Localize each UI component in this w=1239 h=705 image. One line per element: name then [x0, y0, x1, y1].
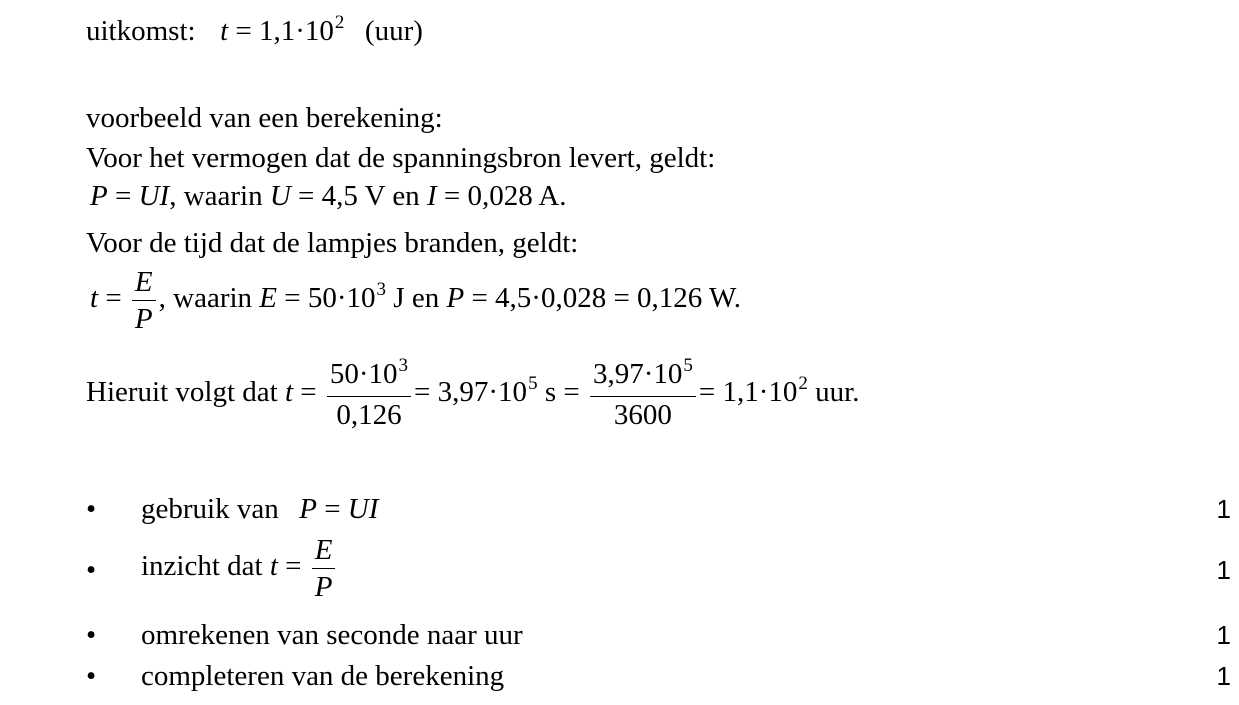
energy-value: 50·10 — [307, 282, 376, 315]
fraction-denominator: P — [134, 303, 153, 335]
result-label: uitkomst: — [86, 15, 196, 47]
scoring-item: • gebruik van P = UI 1 — [86, 493, 1231, 525]
power-value: 4,5·0,028 = 0,126 W. — [495, 282, 741, 315]
scoring-fraction — [312, 532, 336, 605]
fraction-1-exponent: 3 — [398, 355, 409, 376]
scoring-item-text: gebruik van — [141, 493, 279, 525]
scoring-item-text: completeren van de berekening — [141, 660, 505, 692]
scoring-formula-rhs: UI — [347, 493, 379, 525]
current-value: 0,028 A. — [467, 180, 567, 212]
fraction-2-numerator: 3,97·10 — [592, 358, 683, 390]
result-value: 1,1·10 — [259, 15, 334, 47]
conclusion-lhs: t — [284, 376, 293, 409]
fraction-2-exponent: 5 — [683, 355, 693, 376]
final-exponent: 2 — [798, 373, 808, 395]
scoring-formula-lhs: P — [299, 493, 317, 525]
result-exponent: 2 — [334, 12, 345, 33]
time-lhs: t — [90, 282, 99, 315]
fraction-1-denominator: 0,126 — [336, 399, 402, 431]
scoring-formula-lhs: t — [269, 550, 278, 583]
seconds-exponent: 5 — [528, 373, 538, 395]
final-value: 1,1·10 — [722, 376, 798, 409]
fraction-numerator: E — [134, 266, 153, 298]
scoring-item-text: inzicht dat — [141, 550, 263, 583]
energy-unit: J en — [393, 282, 440, 315]
scoring-points: 1 — [1216, 661, 1231, 691]
scoring-points: 1 — [1216, 620, 1231, 650]
conclusion-fraction-2 — [590, 356, 696, 433]
scoring-item-text: omrekenen van seconde naar uur — [141, 619, 523, 651]
scoring-item: • inzicht dat t = $\frac{E}{P}$ 1 — [86, 534, 1231, 603]
current-var: I — [426, 180, 437, 212]
bullet-icon: • — [86, 660, 97, 692]
energy-over-power-fraction — [132, 264, 156, 337]
result-eq: = — [228, 15, 259, 47]
result-var: t — [220, 15, 229, 47]
fraction-numerator: E — [314, 534, 333, 566]
conclusion-formula: Hieruit volgt dat t = $\frac{50\cdot 10^3}{0,126}$ = $3,97\cdot 10^5$ s = $\frac{3,97\cdot 10^5}{3600}$ = $1,1\cdot 10^2$ uur. — [86, 355, 860, 431]
power-rhs: UI — [138, 180, 170, 212]
seconds-unit: s — [544, 376, 557, 409]
power-var: P — [446, 282, 465, 315]
power-formula: P = UI, waarin U = 4,5 V en I = 0,028 A. — [90, 180, 567, 212]
final-unit: uur. — [815, 376, 860, 409]
fraction-1-numerator: 50·10 — [329, 358, 398, 390]
power-lhs: P — [90, 180, 108, 212]
time-formula: t = $\frac{E}{P}$ , waarin $E = 50\cdot 10^3$ J en P = 4,5·0,028 = 0,126 W. — [90, 266, 741, 335]
time-intro: Voor de tijd dat de lampjes branden, geldt: — [86, 227, 579, 259]
energy-var: E — [259, 282, 278, 315]
scoring-item — [0, 658, 1239, 694]
fraction-denominator: P — [314, 571, 333, 603]
result-unit: (uur) — [364, 15, 423, 47]
time-sep: , waarin — [158, 282, 253, 315]
power-intro: Voor het vermogen dat de spanningsbron levert, geldt: — [86, 142, 716, 174]
example-heading: voorbeeld van een berekening: — [86, 102, 443, 134]
scoring-item — [0, 617, 1239, 653]
power-en: en — [392, 180, 420, 212]
voltage-var: U — [269, 180, 291, 212]
bullet-icon: • — [86, 619, 97, 651]
voltage-value: 4,5 V — [321, 180, 386, 212]
scoring-points: 1 — [1216, 555, 1231, 585]
fraction-2-denominator: 3600 — [613, 399, 672, 431]
seconds-value: 3,97·10 — [437, 376, 528, 409]
power-sep: , waarin — [169, 180, 263, 212]
conclusion-fraction-1 — [327, 356, 411, 433]
bullet-icon: • — [86, 554, 97, 586]
energy-exponent: 3 — [376, 279, 387, 301]
bullet-icon: • — [86, 493, 97, 525]
scoring-points: 1 — [1216, 494, 1231, 524]
result-line — [86, 14, 423, 52]
conclusion-text: Hieruit volgt dat — [86, 376, 278, 409]
